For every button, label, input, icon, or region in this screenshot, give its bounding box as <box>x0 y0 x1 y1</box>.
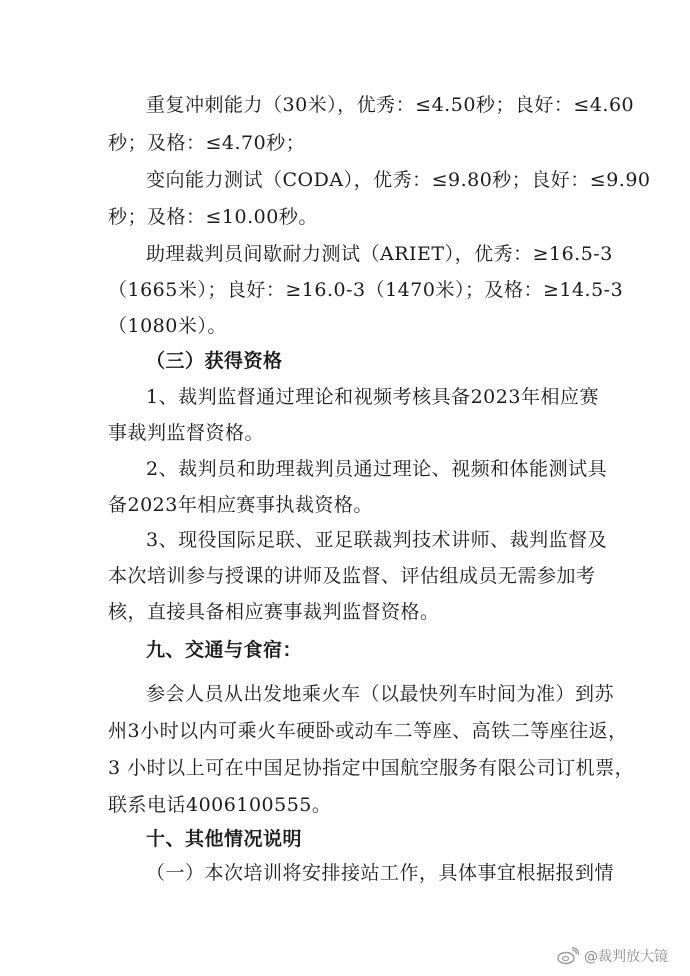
text-line: （1080米）。 <box>108 315 227 337</box>
text-line: 参会人员从出发地乘火车（以最快列车时间为准）到苏 <box>146 683 615 705</box>
text-line: 1、裁判监督通过理论和视频考核具备2023年相应赛 <box>146 386 599 408</box>
text-line: 州3小时以内可乘火车硬卧或动车二等座、高铁二等座往返， <box>108 720 628 742</box>
text-line: 秒；及格：≤4.70秒； <box>108 132 306 154</box>
text-line: 本次培训参与授课的讲师及监督、评估组成员无需参加考 <box>108 565 596 587</box>
text-line: 变向能力测试（CODA），优秀：≤9.80秒；良好：≤9.90 <box>146 169 651 191</box>
text-line: 重复冲刺能力（30米），优秀：≤4.50秒；良好：≤4.60 <box>146 94 635 116</box>
text-line: 3 小时以上可在中国足协指定中国航空服务有限公司订机票， <box>108 757 635 779</box>
text-line: 助理裁判员间歇耐力测试（ARIET），优秀：≥16.5-3 <box>146 243 613 265</box>
section-heading: （三）获得资格 <box>146 350 283 372</box>
text-line: 联系电话4006100555。 <box>108 794 332 816</box>
section-heading: 九、交通与食宿： <box>146 639 303 661</box>
text-line: （一）本次培训将安排接站工作，具体事宜根据报到情 <box>146 862 615 884</box>
watermark-text: @裁判放大镜 <box>584 949 668 965</box>
text-line: （1665米）；良好：≥16.0-3（1470米）；及格：≥14.5-3 <box>108 279 624 301</box>
text-line: 事裁判监督资格。 <box>108 422 265 444</box>
text-line: 核，直接具备相应赛事裁判监督资格。 <box>108 601 440 623</box>
watermark <box>557 946 668 966</box>
text-line: 秒；及格：≤10.00秒。 <box>108 206 318 228</box>
text-line: 3、现役国际足联、亚足联裁判技术讲师、裁判监督及 <box>146 529 608 551</box>
text-line: 2、裁判员和助理裁判员通过理论、视频和体能测试具 <box>146 458 608 480</box>
section-heading: 十、其他情况说明 <box>146 828 303 850</box>
weibo-icon <box>557 947 579 965</box>
text-line: 备2023年相应赛事执裁资格。 <box>108 494 373 516</box>
